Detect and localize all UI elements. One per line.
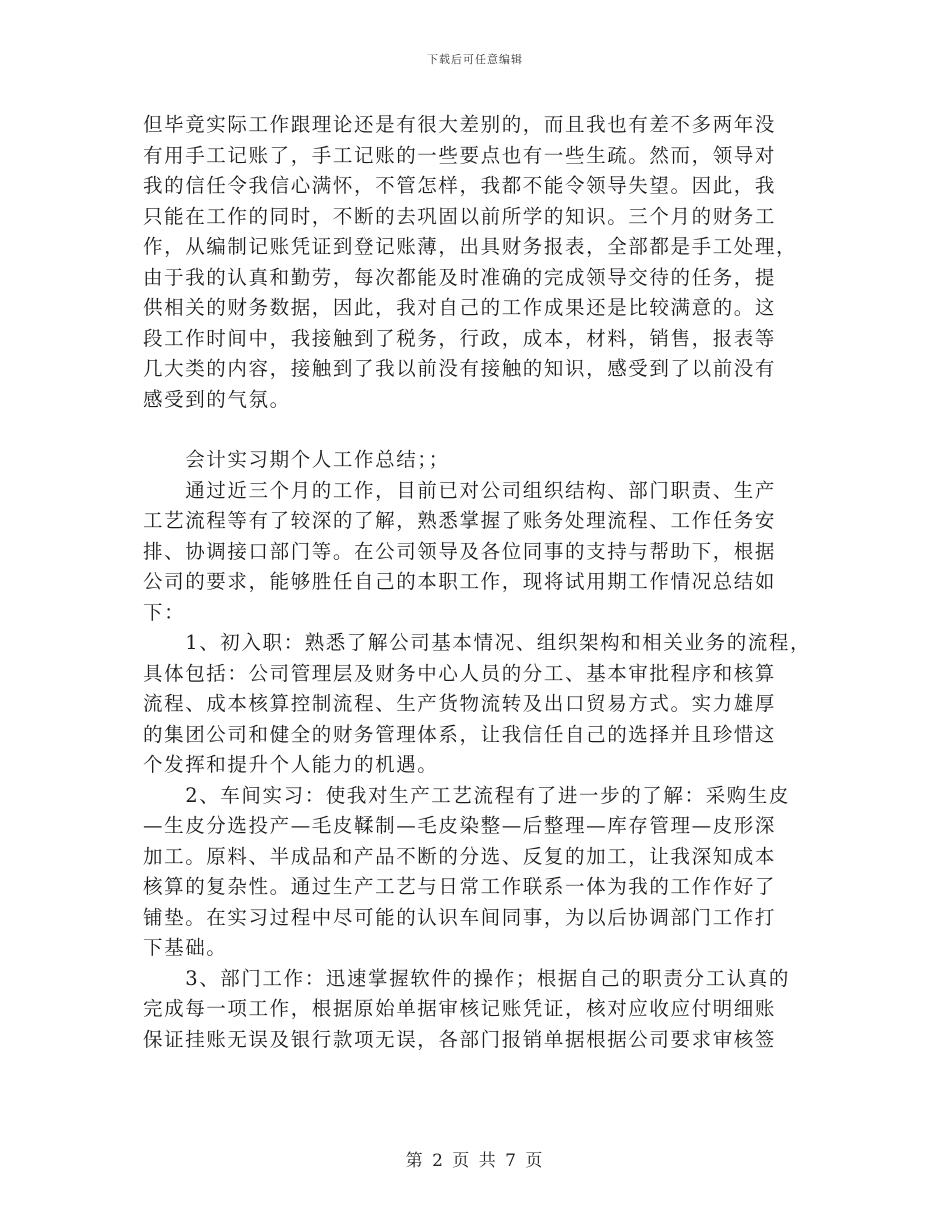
paragraph-1 — [143, 110, 833, 415]
text-line: 铺垫。在实习过程中尽可能的认识车间同事，为以后协调部门工作打 — [143, 905, 777, 929]
text-line: 但毕竟实际工作跟理论还是有很大差别的，而且我也有差不多两年没 — [143, 113, 777, 136]
text-line: 完成每一项工作，根据原始单据审核记账凭证，核对应收应付明细账 — [143, 997, 777, 1020]
text-line: 只能在工作的同时，不断的去巩固以前所学的知识。三个月的财务工 — [143, 204, 777, 228]
text-line: 工艺流程等有了较深的了解，熟悉掌握了账务处理流程、工作任务安 — [143, 509, 777, 532]
text-line: 加工。原料、半成品和产品不断的分选、反复的加工，让我深知成本 — [143, 844, 777, 868]
text-line: 保证挂账无误及银行款项无误，各部门报销单据根据公司要求审核签 — [143, 1027, 777, 1051]
text-line: 的集团公司和健全的财务管理体系，让我信任自己的选择并且珍惜这 — [143, 722, 777, 746]
text-line: 1、初入职：熟悉了解公司基本情况、组织架构和相关业务的流程， — [143, 631, 812, 654]
paragraph-2 — [143, 476, 833, 629]
text-line: 几大类的内容，接触到了我以前没有接触的知识，感受到了以前没有 — [143, 357, 777, 380]
paragraph-4 — [143, 781, 833, 964]
text-line: 作，从编制记账凭证到登记账薄，出具财务报表，全部都是手工处理， — [143, 235, 798, 258]
text-line: 3、部门工作：迅速掌握软件的操作；根据自己的职责分工认真的 — [143, 966, 791, 990]
text-line: 感受到的气氛。 — [143, 387, 291, 411]
text-line: 2、车间实习：使我对生产工艺流程有了进一步的了解：采购生皮 — [143, 783, 791, 807]
text-line: 公司的要求，能够胜任自己的本职工作，现将试用期工作情况总结如 — [143, 570, 777, 593]
text-line: 由于我的认真和勤劳，每次都能及时准确的完成领导交待的任务，提 — [143, 265, 777, 289]
text-line: 会计实习期个人工作总结；； — [143, 448, 450, 471]
text-line: —生皮分选投产—毛皮鞣制—毛皮染整—后整理—库存管理—皮形深 — [143, 814, 777, 837]
text-line: 段工作时间中，我接触到了税务，行政，成本，材料，销售，报表等 — [143, 326, 777, 350]
text-line: 下基础。 — [143, 936, 228, 959]
document-body — [143, 110, 833, 1055]
paragraph-gap — [143, 415, 833, 445]
section-title — [143, 445, 833, 476]
text-line: 核算的复杂性。通过生产工艺与日常工作联系一体为我的工作作好了 — [143, 875, 777, 898]
text-line: 我的信任令我信心满怀，不管怎样，我都不能令领导失望。因此，我 — [143, 174, 777, 197]
text-line: 排、协调接口部门等。在公司领导及各位同事的支持与帮助下，根据 — [143, 539, 777, 563]
text-line: 供相关的财务数据，因此，我对自己的工作成果还是比较满意的。这 — [143, 296, 777, 319]
text-line: 下： — [143, 600, 186, 624]
text-line: 个发挥和提升个人能力的机遇。 — [143, 753, 439, 776]
page-header: 下载后可任意编辑 — [427, 53, 523, 66]
text-line: 通过近三个月的工作，目前已对公司组织结构、部门职责、生产 — [143, 478, 777, 502]
paragraph-5 — [143, 964, 833, 1056]
text-line: 具体包括：公司管理层及财务中心人员的分工、基本审批程序和核算 — [143, 661, 777, 685]
paragraph-3 — [143, 628, 833, 781]
text-line: 有用手工记账了，手工记账的一些要点也有一些生疏。然而，领导对 — [143, 143, 777, 167]
text-line: 流程、成本核算控制流程、生产货物流转及出口贸易方式。实力雄厚 — [143, 692, 777, 715]
page-footer: 第 2 页 共 7 页 — [405, 1151, 545, 1171]
